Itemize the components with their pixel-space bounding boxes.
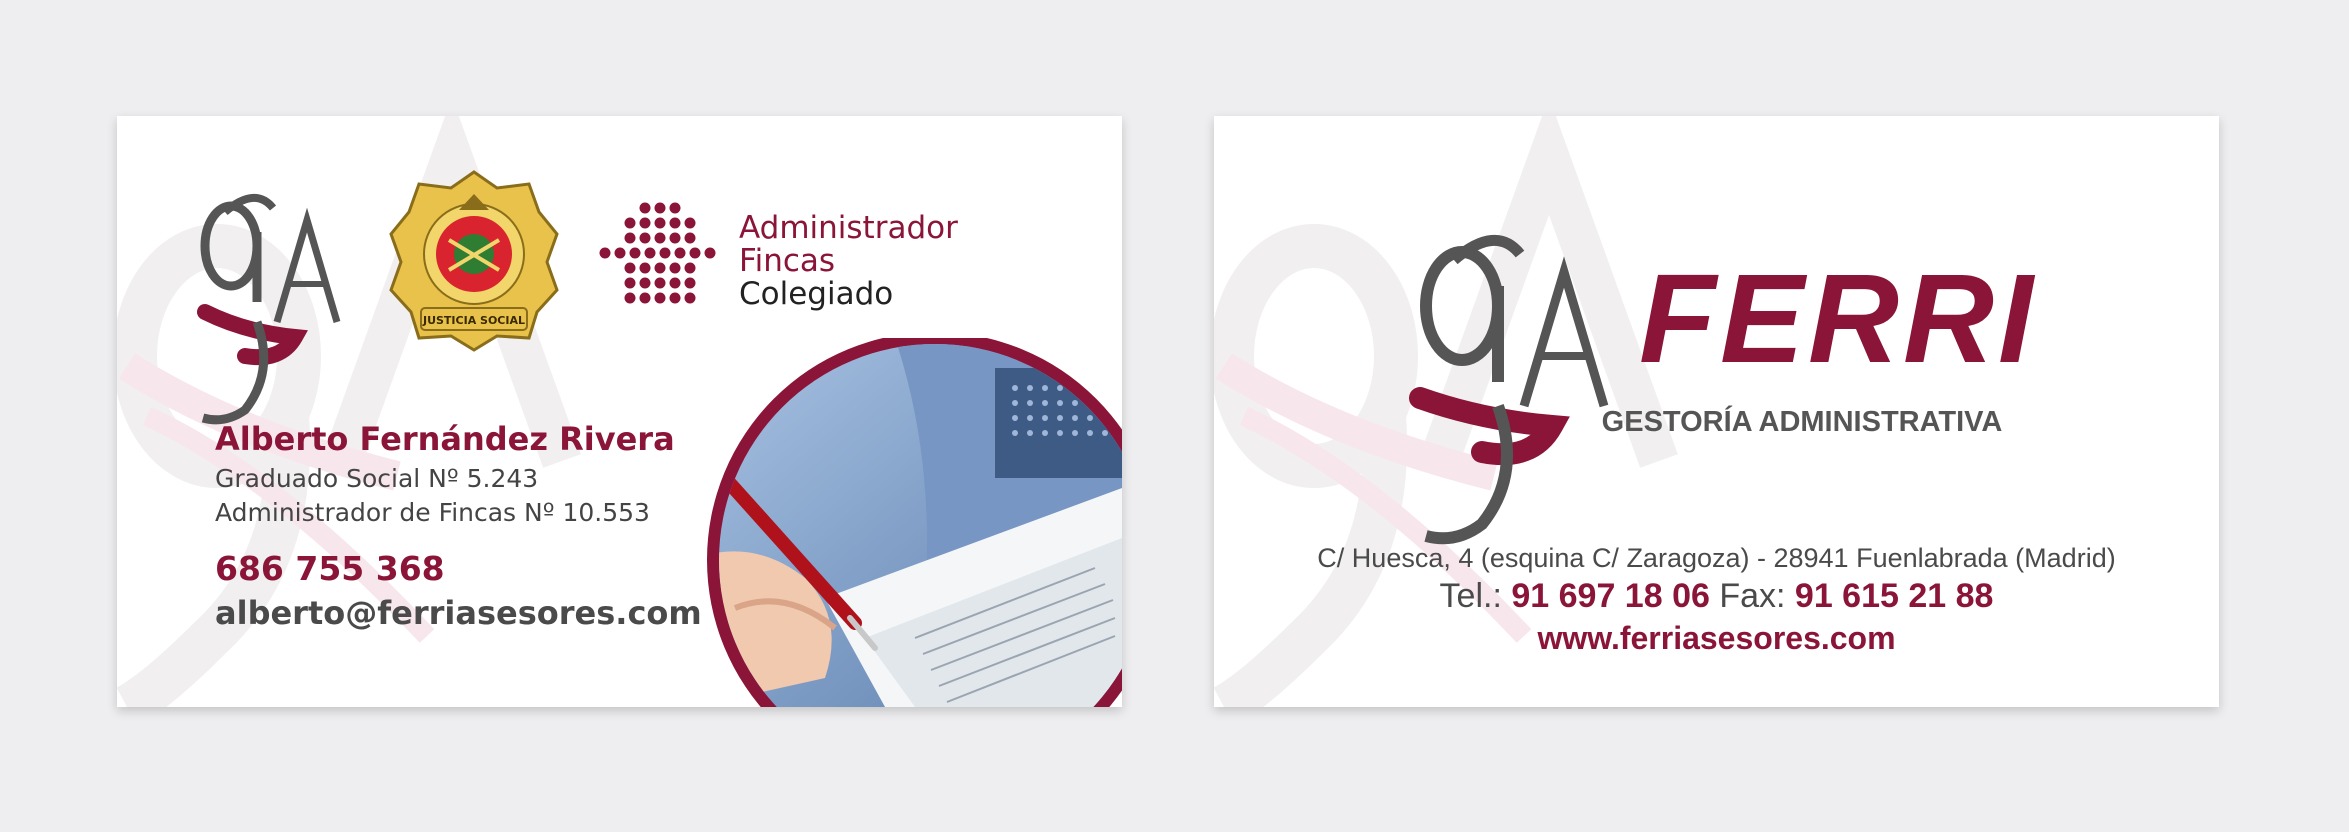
administrador-fincas-dot-logo: [599, 202, 721, 310]
aaf-line-1: Administrador: [739, 210, 958, 246]
address: C/ Huesca, 4 (esquina C/ Zaragoza) - 28941 Fuenlabrada (Madrid): [1317, 543, 2116, 573]
brand-subtitle: GESTORÍA ADMINISTRATIVA: [1601, 406, 2003, 438]
person-title-graduado: Graduado Social Nº 5.243: [215, 464, 539, 493]
business-card-front: [117, 116, 1122, 707]
aaf-line-2: Fincas: [739, 243, 836, 279]
signing-document-photo: [695, 338, 1122, 707]
person-name: Alberto Fernández Rivera: [215, 420, 675, 458]
justicia-social-badge: [389, 170, 559, 352]
business-card-back: [1214, 116, 2219, 707]
tel-label: Tel.:: [1439, 577, 1502, 615]
person-email: alberto@ferriasesores.com: [215, 594, 702, 632]
administrador-fincas-label: [739, 212, 958, 311]
fax-label: Fax:: [1719, 577, 1786, 615]
fax-number: 91 615 21 88: [1794, 577, 1994, 615]
phone-fax-line: [1214, 577, 2219, 616]
ga-logo-large: [1402, 206, 1612, 596]
badge-text: JUSTICIA SOCIAL: [422, 314, 526, 327]
tel-number: 91 697 18 06: [1511, 577, 1710, 615]
aaf-line-3: Colegiado: [739, 276, 894, 312]
person-title-administrador: Administrador de Fincas Nº 10.553: [215, 498, 650, 527]
brand-name: FERRI: [1639, 248, 2037, 389]
person-phone: 686 755 368: [215, 549, 445, 588]
website: www.ferriasesores.com: [1537, 620, 1896, 656]
